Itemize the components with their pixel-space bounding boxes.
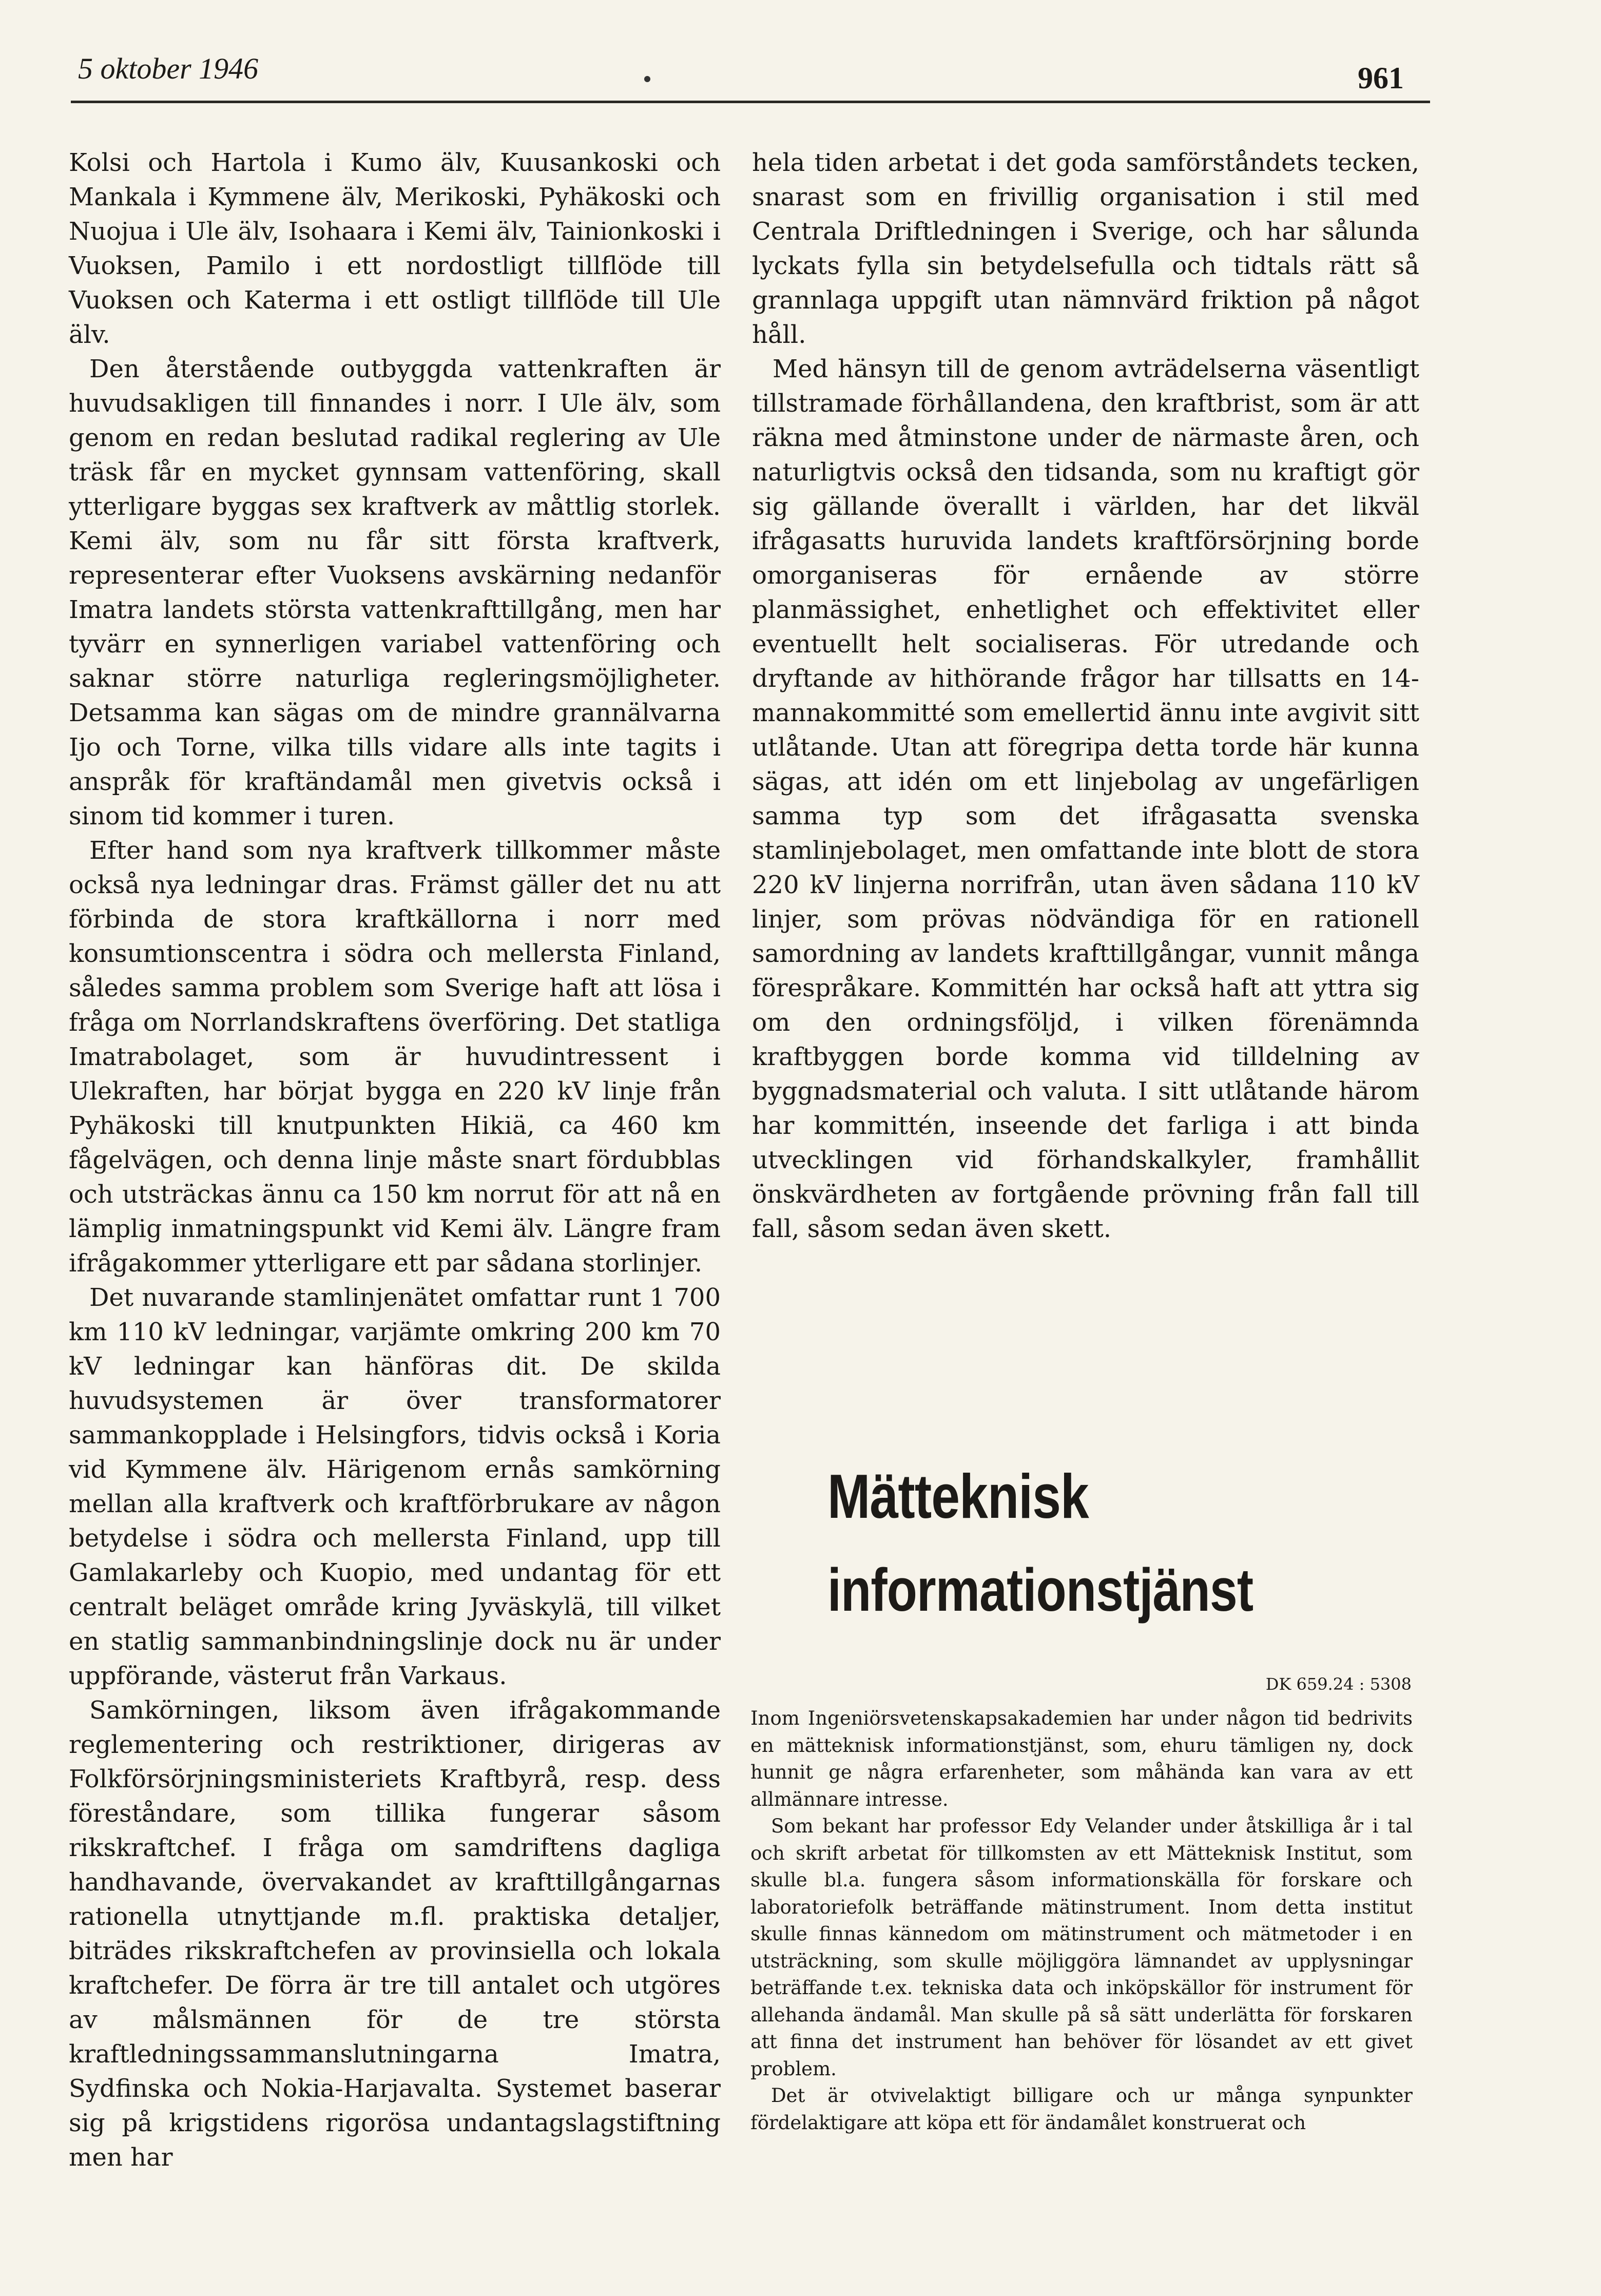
paragraph: Efter hand som nya kraftverk tillkommer måste också nya ledningar dras. Främst gäller det nu att förbinda de stora kraftkällorna i norr med konsumtionscentra i södra och mellersta Finland, således samma problem som Sverige haft att lösa i fråga om Norrlandskraftens överföring. Det statliga Imatrabolaget, som är huvudintressent i Ulekraften, har börjat bygga en 220 kV linje från Pyhäkoski till knutpunkten Hikiä, ca 460 km fågelvägen, och denna linje måste snart fördubblas och utsträckas ännu ca 150 km norrut för att nå en lämplig inmatningspunkt vid Kemi älv. Längre fram ifrågakommer ytterligare ett par sådana storlinjer. [69, 836, 721, 1278]
section-body [750, 1705, 1413, 2136]
paragraph: Med hänsyn till de genom avträdelserna väsentligt tillstramade förhållandena, den kraftbrist, som är att räkna med åtminstone under de närmaste åren, och naturligtvis också den tidsanda, som nu kraftigt gör sig gällande överallt i världen, har det likväl ifrågasatts huruvida landets kraftförsörjning borde omorganiseras för ernående av större planmässighet, enhetlighet och effektivitet eller eventuellt helt socialiseras. För utredande och dryftande av hithörande frågor har tillsatts en 14-mannakommitté som emellertid ännu inte avgivit sitt utlåtande. Utan att föregripa detta torde här kunna sägas, att idén om ett linjebolag av ungefärligen samma typ som det ifrågasatta svenska stamlinjebolaget, men omfattande inte blott de stora 220 kV linjerna norrifrån, utan även sådana 110 kV linjer, som prövas nödvändiga för en rationell samordning av landets krafttillgångar, vunnit många förespråkare. Kommittén har också haft att yttra sig om den ordningsföljd, i vilken förenämnda kraftbyggen borde komma vid tilldelning av byggnadsmaterial och valuta. I sitt utlåtande härom har kommittén, inseende det farliga i att binda utvecklingen vid förhandskalkyler, framhållit önskvärdheten av fortgående prövning från fall till fall, såsom sedan även skett. [752, 355, 1419, 1243]
paragraph: Den återstående outbyggda vattenkraften är huvudsakligen till finnandes i norr. I Ule älv, som genom en redan beslutad radikal reglering av Ule träsk får en mycket gynnsam vattenföring, skall ytterligare byggas sex kraftverk av måttlig storlek. Kemi älv, som nu får sitt första kraftverk, representerar efter Vuoksens avskärning nedanför Imatra landets största vattenkrafttillgång, men har tyvärr en synnerligen variabel vattenföring och saknar större naturliga regleringsmöjligheter. Detsamma kan sägas om de mindre grannälvarna Ijo och Torne, vilka tills vidare alls inte tagits i anspråk för kraftändamål men givetvis också i sinom tid kommer i turen. [69, 355, 721, 831]
section-title-line-1: Mätteknisk [827, 1461, 1089, 1531]
header-rule [71, 101, 1430, 103]
paragraph: Det är otvivelaktigt billigare och ur många synpunkter fördelaktigare att köpa ett för ändamålet konstruerat och [750, 2085, 1413, 2134]
paragraph: Kolsi och Hartola i Kumo älv, Kuusankoski och Mankala i Kymmene älv, Merikoski, Pyhäkoski och Nuojua i Ule älv, Isohaara i Kemi älv, Tainionkoski i Vuoksen, Pamilo i ett nordostligt tillflöde till Vuoksen och Katerma i ett ostligt tillflöde till Ule älv. [69, 148, 721, 349]
header-dot [644, 76, 650, 82]
left-column [69, 146, 721, 2175]
paragraph: hela tiden arbetat i det goda samförståndets tecken, snarast som en frivillig organisation i stil med Centrala Driftledningen i Sverige, och har sålunda lyckats fylla sin betydelsefulla och tidtals rätt så grannlaga uppgift utan nämnvärd friktion på något håll. [752, 148, 1419, 349]
section-title-line-2: informationstjänst [827, 1556, 1253, 1624]
paragraph: Samkörningen, liksom även ifrågakommande reglementering och restriktioner, dirigeras av Folkförsörjningsministeriets Kraftbyrå, resp. dess föreståndare, som tillika fungerar såsom rikskraftchef. I fråga om samdriftens dagliga handhavande, övervakandet av krafttillgångarnas rationella utnyttjande m.fl. praktiska detaljer, biträdes rikskraftchefen av provinsiella och lokala kraftchefer. De förra är tre till antalet och utgöres av målsmännen för de tre största kraftledningssammanslutningarna Imatra, Sydfinska och Nokia-Harjavalta. Systemet baserar sig på krigstidens rigorösa undantagslagstiftning men har [69, 1696, 721, 2172]
page-number: 961 [1358, 61, 1404, 95]
right-column [752, 146, 1419, 1246]
paragraph: Det nuvarande stamlinjenätet omfattar runt 1 700 km 110 kV ledningar, varjämte omkring 200 km 70 kV ledningar kan hänföras dit. De skilda huvudsystemen är över transformatorer sammankopplade i Helsingfors, tidvis också i Koria vid Kymmene älv. Härigenom ernås samkörning mellan alla kraftverk och kraftförbrukare av någon betydelse i södra och mellersta Finland, upp till Gamlakarleby och Kuopio, med undantag för ett centralt beläget område kring Jyväskylä, till vilket en statlig sammanbindningslinje dock nu är under uppförande, västerut från Varkaus. [69, 1283, 721, 1690]
header-date: 5 oktober 1946 [78, 52, 259, 85]
paragraph: Som bekant har professor Edy Velander under åtskilliga år i tal och skrift arbetat för tillkomsten av ett Mätteknisk Institut, som skulle bl.a. fungera såsom informationskälla för forskare och laboratoriefolk beträffande mätinstrument. Inom detta institut skulle finnas kännedom om mätinstrument och mätmetoder i en utsträckning, som skulle möjliggöra lämnandet av upplysningar beträffande t.ex. tekniska data och inköpskällor för instrument för allehanda ändamål. Man skulle på så sätt underlätta för forskaren att finna det instrument han behöver för lösandet av ett givet problem. [750, 1815, 1413, 2080]
paragraph: Inom Ingeniörsvetenskapsakademien har under någon tid bedrivits en mätteknisk informationstjänst, som, ehuru tämligen ny, dock hunnit ge några erfarenheter, som måhända kan vara av ett allmännare intresse. [750, 1707, 1413, 1810]
dk-classification: DK 659.24 : 5308 [1265, 1674, 1412, 1694]
